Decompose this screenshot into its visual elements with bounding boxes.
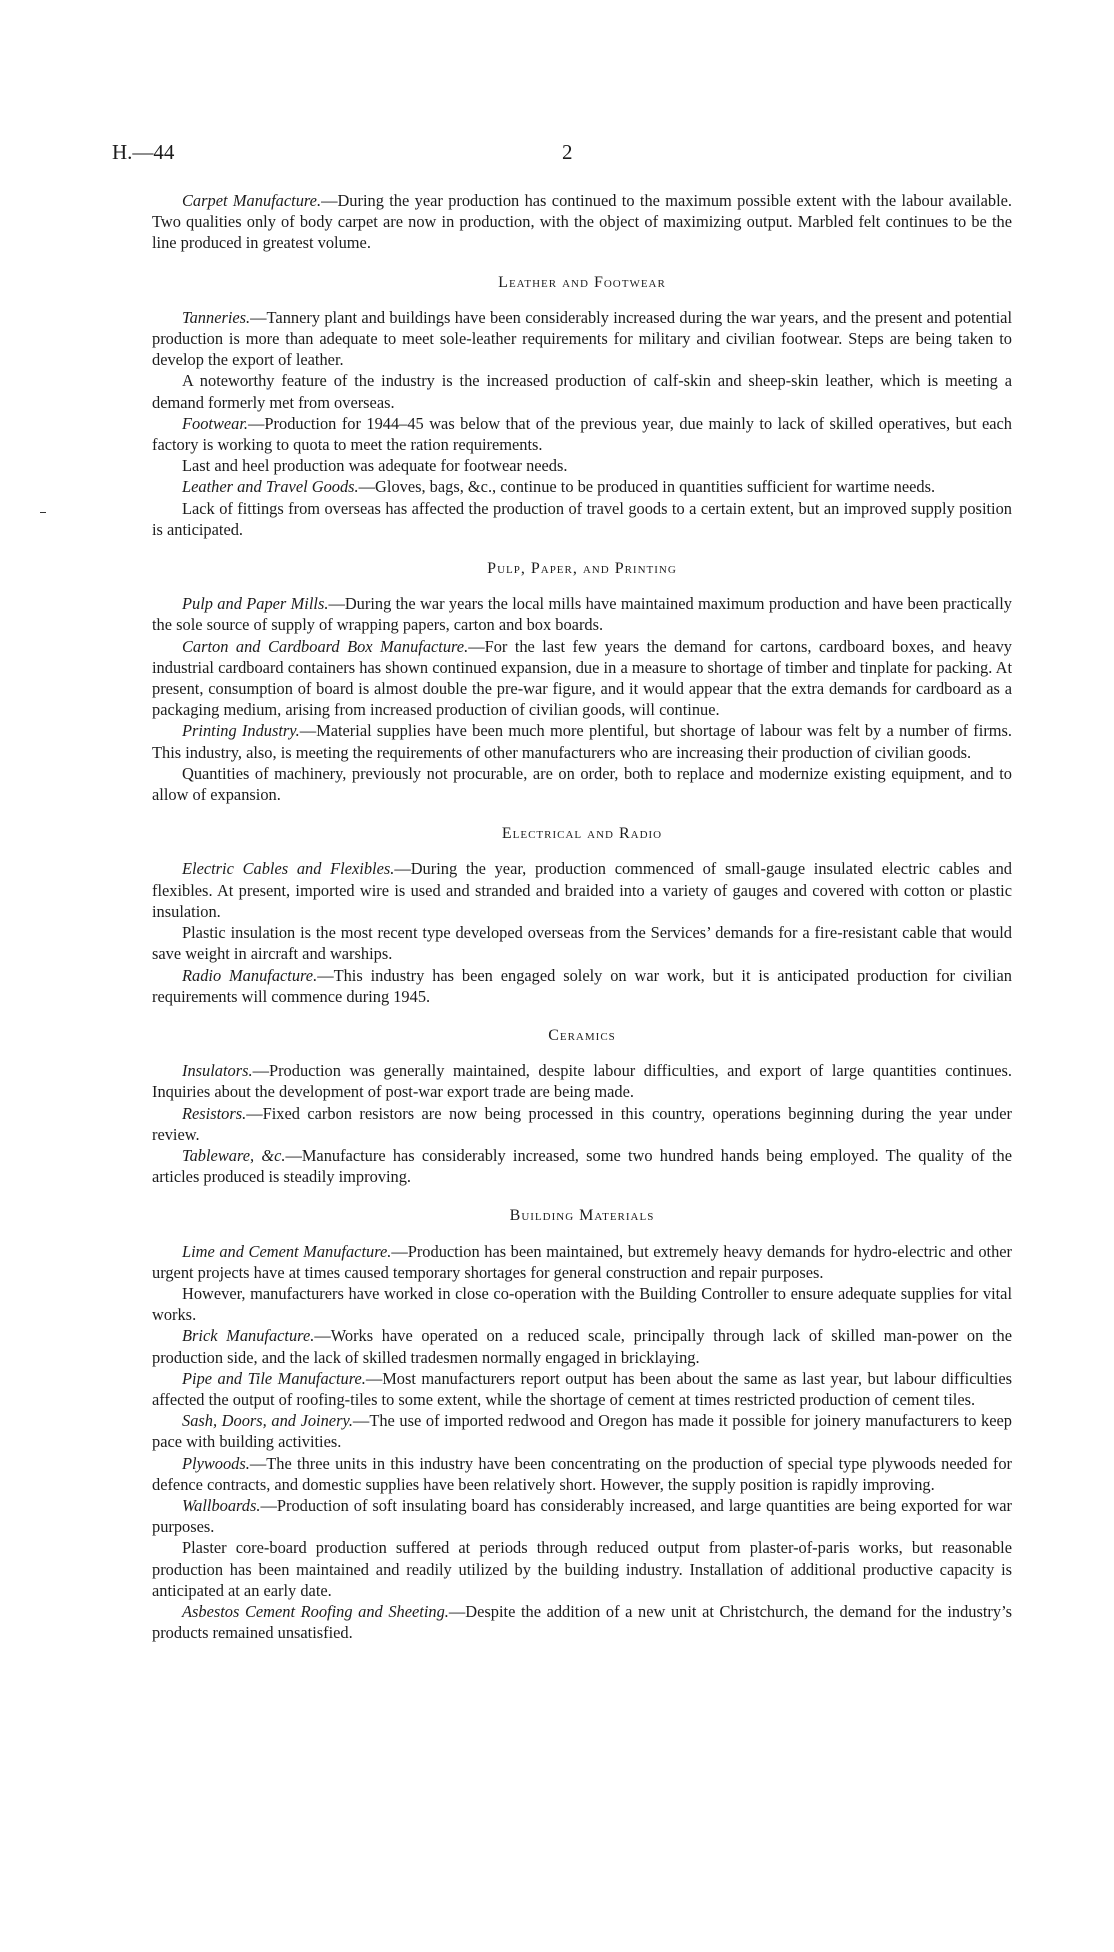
paragraph-subheading: Carpet Manufacture.: [182, 191, 322, 210]
paragraph: [152, 413, 1012, 455]
paragraph-subheading: Printing Industry.: [182, 721, 300, 741]
paragraph-subheading: Lime and Cement Manufacture.: [182, 1241, 392, 1261]
paragraph: [152, 1283, 1012, 1325]
paragraph-subheading: Insulators.: [182, 1061, 253, 1081]
paragraph-text: —Gloves, bags, &c., continue to be produced in quantities sufficient for wartime needs.: [358, 477, 936, 497]
paragraph: [152, 1410, 1012, 1452]
paragraph-text: Plaster core-board production suffered at periods through reduced output from plaster-of-paris works, but reasonable production has been maintained and readily utilized by the building industry. Installation of additional productive capacity is anticipated at an early date.: [152, 1538, 1012, 1600]
section-heading: Building Materials: [509, 1207, 655, 1225]
paragraph-subheading: Sash, Doors, and Joinery.: [182, 1411, 353, 1431]
section-heading: Leather and Footwear: [498, 273, 666, 291]
paragraph-subheading: Pulp and Paper Mills.: [182, 594, 329, 614]
paragraph-text: —The use of imported redwood and Oregon has made it possible for joinery manufacturers to keep pace with building activities.: [152, 1411, 1012, 1452]
paragraph-text: A noteworthy feature of the industry is the increased production of calf-skin and sheep-skin leather, which is meeting a demand formerly met from overseas.: [152, 371, 1012, 412]
paragraph-text: —For the last few years the demand for cartons, cardboard boxes, and heavy industrial cardboard containers has shown continued expansion, due in a measure to shortage of timber and tinplate for packing. At present, consumption of board is almost double the pre-war figure, and it would appear that the extra demands for cardboard as a packaging medium, arising from increased production of civilian goods, will continue.: [152, 636, 1012, 720]
paragraph: [152, 1453, 1012, 1495]
paragraph-text: —Works have operated on a reduced scale, principally through lack of skilled man-power on the production side, and the lack of skilled tradesmen normally engaged in bricklaying.: [152, 1326, 1012, 1367]
section: [152, 190, 1012, 254]
paragraph-text: —Fixed carbon resistors are now being processed in this country, operations beginning during the year under review.: [152, 1103, 1012, 1144]
paragraph-text: —Production for 1944–45 was below that of the previous year, due mainly to lack of skilled operatives, but each factory is working to quota to meet the ration requirements.: [152, 413, 1012, 455]
paragraph-text: Quantities of machinery, previously not procurable, are on order, both to replace and modernize existing equipment, and to allow of expansion.: [152, 763, 1012, 805]
paragraph: [152, 763, 1012, 805]
paragraph-subheading: Plywoods.: [182, 1453, 250, 1473]
section: [152, 1025, 1012, 1187]
document-body: [152, 190, 1012, 1643]
paragraph: [152, 1325, 1012, 1367]
paragraph-subheading: Asbestos Cement Roofing and Sheeting.: [182, 1601, 449, 1621]
section: [152, 558, 1012, 805]
paragraph-text: —During the year production has continued to the maximum possible extent with the labour available. Two qualities only of body carpet are now in production, with the object of maximizing output. Marbled felt continues to be the line produced in greatest volume.: [152, 191, 1012, 253]
paragraph-text: —Manufacture has considerably increased, some two hundred hands being employed. The quality of the articles produced is steadily improving.: [152, 1145, 1012, 1187]
section-heading: Pulp, Paper, and Printing: [487, 560, 677, 578]
paragraph-text: —Despite the addition of a new unit at Christchurch, the demand for the industry’s products remained unsatisfied.: [152, 1601, 1012, 1643]
paragraph-subheading: Footwear.: [182, 413, 249, 433]
paragraph-text: Last and heel production was adequate for footwear needs.: [182, 456, 568, 476]
paragraph: [152, 858, 1012, 922]
paragraph-text: Lack of fittings from overseas has affected the production of travel goods to a certain extent, but an improved supply position is anticipated.: [152, 498, 1012, 539]
paragraph-subheading: Radio Manufacture.: [182, 965, 318, 985]
paragraph-subheading: Leather and Travel Goods.: [182, 477, 359, 497]
paragraph: [152, 190, 1012, 254]
paragraph: [152, 1241, 1012, 1283]
paragraph-subheading: Tableware, &c.: [182, 1145, 286, 1165]
paragraph: [152, 455, 1012, 476]
paragraph-text: —Tannery plant and buildings have been considerably increased during the war years, and the present and potential production is more than adequate to meet sole-leather requirements for military and civilian footwear. Steps are being taken to develop the export of leather.: [152, 307, 1012, 370]
paragraph: [152, 1368, 1012, 1410]
paragraph: [152, 1601, 1012, 1643]
paragraph-subheading: Brick Manufacture.: [182, 1326, 315, 1346]
paragraph: [152, 965, 1012, 1007]
paragraph-text: However, manufacturers have worked in close co-operation with the Building Controller to ensure adequate supplies for vital works.: [152, 1283, 1012, 1325]
paragraph: [152, 476, 1012, 497]
page-number: 2: [562, 140, 573, 164]
section-heading: Electrical and Radio: [501, 825, 663, 843]
page-header: [112, 140, 1012, 170]
paragraph-subheading: Resistors.: [182, 1103, 247, 1123]
paragraph-text: —During the war years the local mills have maintained maximum production and have been practically the sole source of supply of wrapping papers, carton and box boards.: [152, 594, 1012, 635]
paragraph: [152, 1060, 1012, 1102]
document-reference: H.—44: [112, 140, 175, 164]
paragraph-text: Plastic insulation is the most recent type developed overseas from the Services’ demands for a fire-resistant cable that would save weight in aircraft and warships.: [152, 923, 1012, 964]
paragraph-text: —This industry has been engaged solely on war work, but it is anticipated production for civilian requirements will commence during 1945.: [152, 965, 1012, 1006]
paragraph: [152, 922, 1012, 964]
paragraph-text: —During the year, production commenced of small-gauge insulated electric cables and flexibles. At present, imported wire is used and stranded and braided into a variety of gauges and covered with cotton or plastic insulation.: [152, 859, 1012, 921]
paragraph-subheading: Carton and Cardboard Box Manufacture.: [182, 636, 469, 656]
paragraph-subheading: Electric Cables and Flexibles.: [182, 859, 395, 879]
paragraph: [152, 720, 1012, 762]
margin-mark: [40, 512, 46, 513]
paragraph: [152, 1145, 1012, 1187]
paragraph: [152, 1537, 1012, 1601]
paragraph-text: —Production of soft insulating board has considerably increased, and large quantities are being exported for war purposes.: [152, 1495, 1012, 1537]
section-heading: Ceramics: [548, 1026, 616, 1044]
paragraph-text: —Most manufacturers report output has been about the same as last year, but labour difficulties affected the output of roofing-tiles to some extent, while the shortage of cement at times restricted production of cement tiles.: [152, 1368, 1013, 1409]
section: [152, 272, 1012, 540]
paragraph: [152, 593, 1012, 635]
paragraph-subheading: Tanneries.: [182, 307, 251, 327]
paragraph-subheading: Wallboards.: [182, 1495, 261, 1515]
paragraph: [152, 1103, 1012, 1145]
paragraph: [152, 370, 1012, 412]
paragraph: [152, 636, 1012, 721]
section: [152, 823, 1012, 1007]
paragraph-text: —The three units in this industry have been concentrating on the production of special type plywoods needed for defence contracts, and domestic supplies have been relatively short. However, the supply position is rapidly improving.: [152, 1453, 1012, 1494]
paragraph-text: —Production was generally maintained, despite labour difficulties, and export of large quantities continues. Inquiries about the development of post-war export trade are being made.: [152, 1061, 1012, 1102]
paragraph-subheading: Pipe and Tile Manufacture.: [182, 1368, 366, 1388]
paragraph-text: —Production has been maintained, but extremely heavy demands for hydro-electric and other urgent projects have at times caused temporary shortages for general construction and repair purposes.: [152, 1241, 1013, 1282]
paragraph-text: —Material supplies have been much more plentiful, but shortage of labour was felt by a number of firms. This industry, also, is meeting the requirements of other manufacturers who are increasing their production of civilian goods.: [152, 721, 1012, 762]
paragraph: [152, 307, 1012, 371]
section: [152, 1205, 1012, 1643]
paragraph: [152, 1495, 1012, 1537]
paragraph: [152, 498, 1012, 540]
